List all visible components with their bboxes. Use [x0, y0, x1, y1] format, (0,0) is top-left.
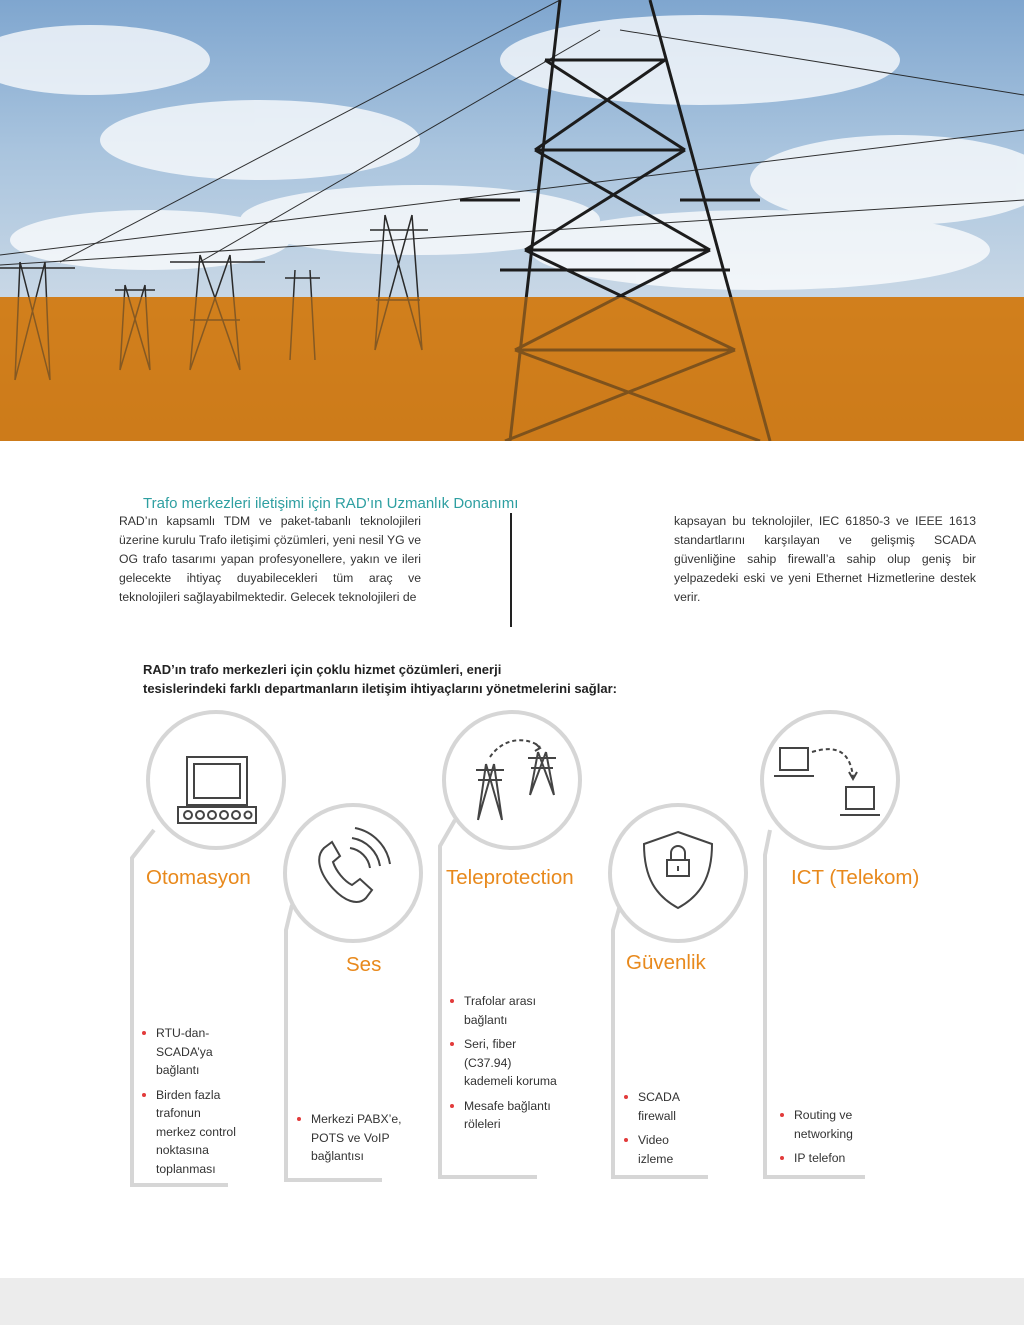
label-ict: ICT (Telekom)	[791, 866, 920, 889]
footer-band	[0, 1278, 1024, 1325]
lead-line-2: tesislerindeki farklı departmanların iletişim ihtiyaçlarını yönetmelerini sağlar:	[143, 681, 617, 696]
intro-right-text: kapsayan bu teknolojiler, IEC 61850-3 ve IEEE 1613 standartlarını karşılayan ve gelişmiş SCADA güvenliğine sahip firewall’a sahip olup geniş bir yelpazedeki eski ve yeni Ethernet Hizmetlerine destek verir.	[674, 514, 976, 604]
list-item: RTU-dan-SCADA’ya bağlantı	[142, 1024, 240, 1080]
circle-guvenlik	[610, 805, 746, 941]
hero-image	[0, 0, 1024, 441]
label-ses: Ses	[346, 953, 382, 976]
circle-ses	[285, 805, 421, 941]
list-item: IP telefon	[780, 1149, 870, 1168]
label-guvenlik: Güvenlik	[626, 951, 706, 974]
intro-title: Trafo merkezleri iletişimi için RAD’ın Uzmanlık Donanımı	[143, 495, 519, 512]
lead-text	[143, 660, 683, 698]
intro-left-text: RAD’ın kapsamlı TDM ve paket-tabanlı teknolojileri üzerine kurulu Trafo iletişimi çözümleri, yeni nesil YG ve OG trafo tasarımı yapan profesyonellere, yakın ve ileri gelecekte ihtiyaç duyabilecekleri tüm araç ve teknolojileri sağlayabilmektedir. Gelecek teknolojileri de	[119, 514, 421, 604]
list-item: Routing ve networking	[780, 1106, 870, 1143]
list-item: Trafolar arası bağlantı	[450, 992, 562, 1029]
lead-line-1: RAD’ın trafo merkezleri için çoklu hizmet çözümleri, enerji	[143, 662, 502, 677]
list-item: Video izleme	[624, 1131, 694, 1168]
bullets-ses	[297, 1110, 415, 1172]
list-item: Birden fazla trafonun merkez control noktasına toplanması	[142, 1086, 240, 1179]
circle-ict	[762, 712, 898, 848]
bullets-ict	[780, 1106, 870, 1174]
label-otomasyon: Otomasyon	[146, 866, 251, 889]
list-item: Merkezi PABX’e, POTS ve VoIP bağlantısı	[297, 1110, 415, 1166]
list-item: Seri, fiber (C37.94) kademeli koruma	[450, 1035, 562, 1091]
list-item: SCADA firewall	[624, 1088, 694, 1125]
label-teleprotection: Teleprotection	[446, 866, 574, 889]
circle-otomasyon	[148, 712, 284, 848]
bullets-otomasyon	[142, 1024, 240, 1184]
list-item: Mesafe bağlantı röleleri	[450, 1097, 562, 1134]
column-divider	[510, 513, 512, 627]
circle-teleprotection	[444, 712, 580, 848]
bullets-teleprotection	[450, 992, 562, 1140]
bullets-guvenlik	[624, 1088, 694, 1174]
